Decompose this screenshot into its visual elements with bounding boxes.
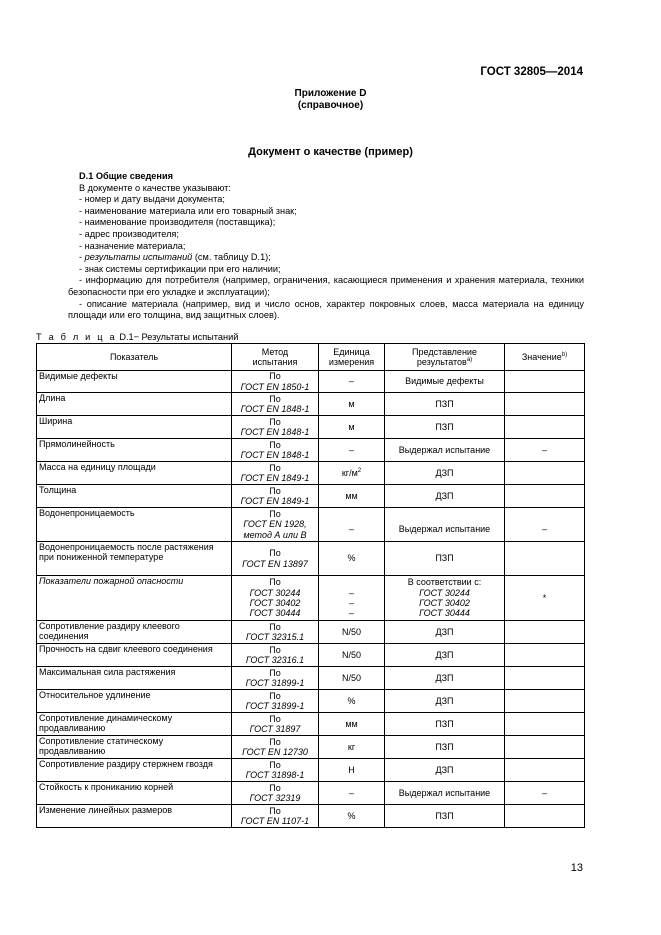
row-value	[505, 713, 585, 736]
method-standard: ГОСТ 32315.1	[245, 632, 305, 642]
list-item	[68, 252, 584, 264]
row-value	[505, 667, 585, 690]
list-item: - знак системы сертификации при его наличии;	[79, 263, 281, 274]
table-row	[37, 759, 585, 782]
header-unit	[319, 344, 385, 371]
row-unit: N/50	[319, 621, 385, 644]
row-indicator: Сопротивление статическому продавливанию	[37, 736, 232, 759]
method-prefix: По	[269, 485, 281, 496]
method-prefix: По	[269, 548, 281, 559]
row-representation: ПЗП	[385, 542, 505, 576]
row-indicator: Видимые дефекты	[37, 371, 232, 393]
row-indicator: Прямолинейность	[37, 439, 232, 462]
row-indicator: Ширина	[37, 416, 232, 439]
row-method	[232, 667, 319, 690]
footnote-a: а)	[466, 357, 473, 363]
repr-head: В соответствии с:	[407, 577, 482, 588]
method-prefix: По	[269, 736, 281, 747]
header-repr-line2	[387, 357, 502, 367]
row-representation: ДЗП	[385, 690, 505, 713]
method-standard: ГОСТ EN 1849-1	[240, 473, 310, 483]
row-method	[232, 371, 319, 393]
row-value: *	[505, 576, 585, 621]
row-indicator: Прочность на сдвиг клеевого соединения	[37, 644, 232, 667]
row-unit: –	[319, 782, 385, 805]
repr-standard: ГОСТ 30402	[419, 598, 470, 608]
list-item: - описание материала (например, вид и число основ, характер покровных слоев, масса материала на единицу площади или его толщина, вид защитных слоев).	[68, 298, 584, 321]
method-standard: ГОСТ EN 1107-1	[240, 816, 310, 826]
method-extra: метод А или В	[243, 529, 307, 540]
method-prefix: По	[269, 805, 281, 816]
section-heading: D.1 Общие сведения	[79, 171, 173, 181]
row-method	[232, 621, 319, 644]
method-standard: ГОСТ 30244	[249, 587, 301, 598]
row-unit: N/50	[319, 667, 385, 690]
method-standard: ГОСТ 30402	[249, 598, 301, 608]
list-item: - назначение материала;	[79, 240, 186, 251]
header-method-line1: Метод	[261, 346, 289, 357]
method-standard: ГОСТ 30444	[249, 608, 301, 619]
method-standard: ГОСТ 31899-1	[245, 701, 305, 711]
footnote-b: b)	[561, 351, 568, 358]
row-indicator: Сопротивление раздиру стержнем гвоздя	[37, 759, 232, 782]
method-prefix: По	[269, 667, 281, 678]
unit-superscript: 2	[357, 467, 362, 474]
method-standard: ГОСТ EN 1848-1	[240, 450, 310, 460]
row-value	[505, 462, 585, 485]
list-item: - наименование производителя (поставщика);	[79, 217, 276, 228]
unit-dash: –	[348, 608, 354, 619]
row-representation: Выдержал испытание	[385, 782, 505, 805]
method-prefix: По	[269, 782, 281, 793]
row-representation: Видимые дефекты	[385, 371, 505, 393]
row-value	[505, 759, 585, 782]
test-results-table	[36, 343, 585, 828]
row-value	[505, 736, 585, 759]
row-method	[232, 690, 319, 713]
appendix-subtitle: (справочное)	[297, 100, 364, 111]
row-representation: ДЗП	[385, 759, 505, 782]
method-standard: ГОСТ 32316.1	[245, 655, 305, 665]
row-representation: Выдержал испытание	[385, 439, 505, 462]
row-value	[505, 393, 585, 416]
header-unit-line1: Единица	[333, 346, 370, 357]
row-value	[505, 485, 585, 508]
unit-dash: –	[348, 587, 354, 598]
table-row	[37, 542, 585, 576]
header-repr-text: результатов	[416, 357, 467, 367]
table-row	[37, 485, 585, 508]
unit-text: кг/м	[341, 467, 358, 478]
row-representation: ДЗП	[385, 485, 505, 508]
row-method	[232, 542, 319, 576]
header-repr-line1: Представление	[412, 346, 477, 357]
row-representation: Выдержал испытание	[385, 508, 505, 542]
method-standard: ГОСТ 31897	[249, 724, 301, 734]
method-standard: ГОСТ 32319	[249, 793, 301, 803]
row-representation: ПЗП	[385, 416, 505, 439]
list-item: - адрес производителя;	[79, 228, 179, 239]
method-standard: ГОСТ EN 1849-1	[240, 496, 310, 506]
method-prefix: По	[269, 713, 281, 724]
document-title: Документ о качестве (пример)	[248, 146, 413, 158]
row-indicator: Максимальная сила растяжения	[37, 667, 232, 690]
table-row	[37, 782, 585, 805]
row-indicator: Стойкость к прониканию корней	[37, 782, 232, 805]
row-method	[232, 393, 319, 416]
table-row	[37, 576, 585, 621]
table-row	[37, 736, 585, 759]
table-row	[37, 621, 585, 644]
row-value	[505, 416, 585, 439]
row-method	[232, 736, 319, 759]
row-unit: –	[319, 439, 385, 462]
row-indicator: Сопротивление раздиру клеевого соединения	[37, 621, 232, 644]
row-indicator: Водонепроницаемость после растяжения при пониженной температуре	[37, 542, 232, 576]
table-row	[37, 690, 585, 713]
method-prefix: По	[269, 462, 281, 473]
table-row	[37, 713, 585, 736]
row-value	[505, 690, 585, 713]
row-unit	[319, 576, 385, 621]
header-value-text: Значение	[521, 351, 562, 362]
method-standard: ГОСТ EN 1928,	[243, 519, 307, 530]
row-method	[232, 485, 319, 508]
method-prefix: По	[269, 509, 281, 520]
row-representation: ПЗП	[385, 805, 505, 828]
row-unit	[319, 462, 385, 485]
row-value	[505, 644, 585, 667]
row-method	[232, 805, 319, 828]
row-unit: мм	[319, 485, 385, 508]
method-prefix: По	[269, 439, 281, 450]
standard-number: ГОСТ 32805—2014	[480, 66, 583, 78]
list-item: - номер и дату выдачи документа;	[79, 194, 225, 205]
row-unit: кг	[319, 736, 385, 759]
row-indicator: Изменение линейных размеров	[37, 805, 232, 828]
table-caption	[36, 332, 238, 342]
appendix-title: Приложение D	[294, 88, 367, 99]
appendix-heading	[0, 88, 661, 112]
section-lead: В документе о качестве указывают:	[79, 182, 231, 193]
row-indicator: Относительное удлинение	[37, 690, 232, 713]
general-info-section	[68, 171, 584, 322]
row-indicator: Толщина	[37, 485, 232, 508]
row-indicator: Сопротивление динамическому продавливанию	[37, 713, 232, 736]
header-value	[505, 344, 585, 371]
table-row	[37, 805, 585, 828]
row-representation: ДЗП	[385, 667, 505, 690]
row-representation: ПЗП	[385, 736, 505, 759]
row-unit: –	[319, 371, 385, 393]
row-unit: Н	[319, 759, 385, 782]
row-unit: мм	[319, 713, 385, 736]
row-value: –	[505, 782, 585, 805]
method-prefix: По	[269, 393, 281, 404]
header-representation	[385, 344, 505, 371]
table-row	[37, 439, 585, 462]
table-row	[37, 667, 585, 690]
method-prefix: По	[269, 621, 281, 632]
table-row	[37, 393, 585, 416]
method-standard: ГОСТ EN 13897	[242, 558, 308, 569]
row-method	[232, 713, 319, 736]
method-standard: ГОСТ 31898-1	[245, 770, 305, 780]
method-prefix: По	[269, 759, 281, 770]
row-method	[232, 416, 319, 439]
row-value	[505, 621, 585, 644]
row-unit: м	[319, 416, 385, 439]
row-value: –	[505, 439, 585, 462]
method-prefix: По	[269, 371, 281, 382]
header-method	[232, 344, 319, 371]
row-value: –	[505, 508, 585, 542]
method-standard: ГОСТ EN 1850-1	[240, 381, 310, 392]
method-prefix: По	[269, 644, 281, 655]
table-row	[37, 462, 585, 485]
row-indicator: Водонепроницаемость	[37, 508, 232, 542]
row-method	[232, 782, 319, 805]
method-standard: ГОСТ 31899-1	[245, 678, 305, 688]
method-standard: ГОСТ EN 12730	[242, 747, 308, 757]
list-item: - информацию для потребителя (например, ограничения, касающиеся применения и хранения материала, техники безопасности при его укладке и эксплуатации);	[68, 275, 584, 297]
method-prefix: По	[269, 416, 281, 427]
table-header-row	[37, 344, 585, 371]
row-representation: ДЗП	[385, 644, 505, 667]
header-unit-line2: измерения	[328, 357, 375, 367]
page-number: 13	[570, 862, 583, 874]
method-standard: ГОСТ EN 1848-1	[240, 427, 310, 437]
list-item-prefix: -	[79, 252, 85, 263]
method-prefix: По	[269, 690, 281, 701]
repr-standard: ГОСТ 30444	[419, 608, 470, 619]
row-value	[505, 805, 585, 828]
row-method	[232, 576, 319, 621]
row-unit: м	[319, 393, 385, 416]
row-method	[232, 462, 319, 485]
table-caption-label: Т а б л и ц а	[36, 332, 117, 342]
row-method	[232, 508, 319, 542]
table-row	[37, 644, 585, 667]
row-representation: ДЗП	[385, 462, 505, 485]
table-caption-title: D.1− Результаты испытаний	[119, 332, 239, 342]
header-indicator: Показатель	[37, 344, 232, 371]
test-results-ref: результаты испытаний	[84, 252, 193, 263]
row-value	[505, 371, 585, 393]
method-standard: ГОСТ EN 1848-1	[240, 404, 310, 414]
row-representation: ПЗП	[385, 713, 505, 736]
row-representation: ПЗП	[385, 393, 505, 416]
row-value	[505, 542, 585, 576]
row-unit: %	[319, 690, 385, 713]
method-prefix: По	[269, 577, 281, 588]
row-method	[232, 439, 319, 462]
row-unit: N/50	[319, 644, 385, 667]
unit-dash: –	[348, 597, 354, 608]
repr-standard: ГОСТ 30244	[419, 587, 470, 598]
table-row	[37, 508, 585, 542]
row-indicator: Масса на единицу площади	[37, 462, 232, 485]
table-row	[37, 416, 585, 439]
header-method-line2: испытания	[252, 357, 298, 367]
row-indicator: Показатели пожарной опасности	[37, 576, 232, 621]
row-representation	[385, 576, 505, 621]
row-representation: ДЗП	[385, 621, 505, 644]
row-unit: %	[319, 805, 385, 828]
table-row	[37, 371, 585, 393]
row-unit: –	[319, 508, 385, 542]
list-item: - наименование материала или его товарный знак;	[79, 205, 297, 216]
row-method	[232, 644, 319, 667]
row-method	[232, 759, 319, 782]
row-indicator: Длина	[37, 393, 232, 416]
list-item-suffix: (см. таблицу D.1);	[192, 252, 271, 263]
row-unit: %	[319, 542, 385, 576]
